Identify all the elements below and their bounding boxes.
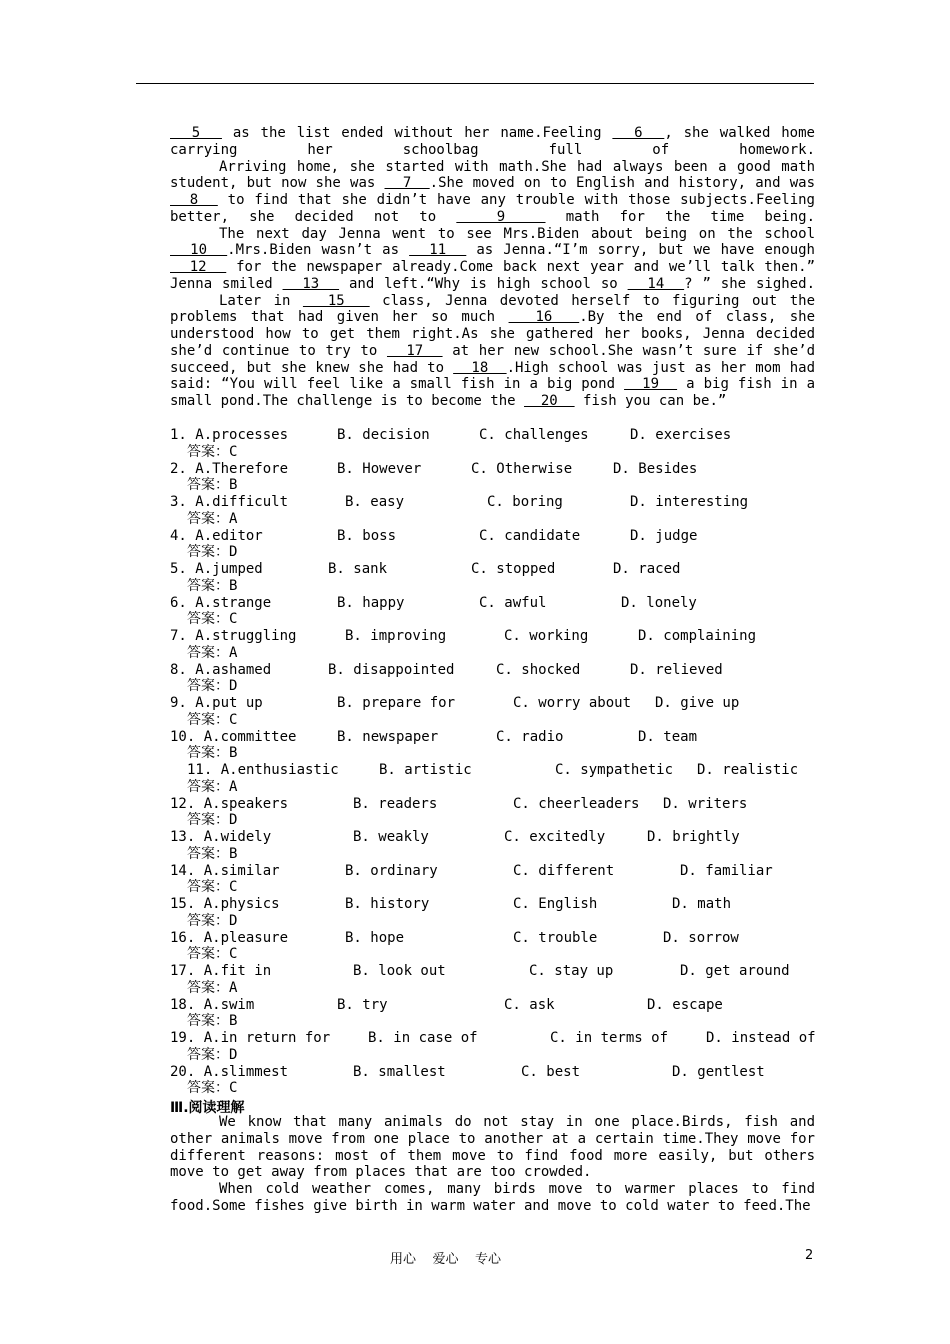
option-d: D. complaining bbox=[638, 628, 757, 644]
question-row bbox=[170, 628, 820, 645]
question-row bbox=[170, 930, 820, 947]
question-row bbox=[170, 662, 820, 679]
question-row bbox=[170, 997, 820, 1014]
question-number: 14. A. bbox=[170, 862, 221, 879]
question-stem bbox=[170, 695, 263, 712]
option-c: C. excitedly bbox=[504, 829, 606, 845]
answer-value: C bbox=[229, 1080, 238, 1097]
option-d: D. sorrow bbox=[663, 929, 739, 946]
question-row bbox=[170, 963, 820, 980]
option-d: D. math bbox=[672, 896, 732, 912]
section-title: Ⅲ.阅读理解 bbox=[170, 1100, 245, 1116]
passage-text: a big fish in a small pond.The challenge is to become the bbox=[170, 376, 816, 409]
passage-text: .By the end of class, she understood how to get them right.As she gathered her books, Jenna decided she’d continue to try to bbox=[170, 309, 816, 359]
passage-text: as Jenna.“I’m sorry, but we have enough bbox=[466, 242, 815, 259]
answer-label: 答案： bbox=[187, 845, 229, 862]
answer-value: C bbox=[229, 711, 238, 728]
passage-paragraph bbox=[170, 293, 815, 410]
answer-label: 答案： bbox=[187, 778, 229, 795]
blank-8: 8 bbox=[170, 192, 218, 208]
question-stem bbox=[170, 662, 271, 679]
option-a: Therefore bbox=[212, 460, 289, 477]
option-a: in return for bbox=[220, 1030, 331, 1046]
option-a: pleasure bbox=[220, 929, 289, 946]
option-d: D. instead of bbox=[706, 1030, 816, 1046]
option-c: C. Otherwise bbox=[471, 460, 573, 477]
answer-label: 答案： bbox=[187, 1046, 229, 1063]
answer-value: A bbox=[229, 644, 238, 661]
option-a: slimmest bbox=[220, 1063, 289, 1080]
passage-text: for the newspaper already.Come back next year and we’ll talk then.” Jenna smiled bbox=[170, 259, 815, 292]
question-list bbox=[170, 427, 820, 1097]
option-d: D. realistic bbox=[697, 762, 799, 778]
option-a: swim bbox=[220, 996, 255, 1013]
option-b: B. However bbox=[337, 460, 422, 477]
option-b: B. in case of bbox=[368, 1030, 478, 1046]
answer-value: D bbox=[229, 1046, 238, 1063]
question-number: 11. A. bbox=[187, 762, 238, 778]
question-stem bbox=[170, 461, 288, 478]
blank-10: 10 bbox=[170, 242, 228, 259]
option-d: D. relieved bbox=[630, 661, 723, 678]
blank-17: 17 bbox=[386, 342, 443, 359]
passage-text: Arriving home, she started with math.She had always been a good math student, but now she was bbox=[170, 158, 815, 192]
option-c: C. awful bbox=[479, 594, 547, 611]
answer-value: C bbox=[229, 946, 238, 963]
question-stem bbox=[170, 930, 288, 947]
question-row bbox=[170, 796, 820, 813]
passage-text: to find that she didn’t have any trouble with those subjects.Feeling better, she decided not to bbox=[170, 192, 815, 225]
blank-18: 18 bbox=[453, 359, 507, 376]
question-stem bbox=[170, 427, 288, 444]
answer-label: 答案： bbox=[187, 1013, 229, 1030]
passage-paragraph bbox=[170, 125, 815, 159]
question-stem bbox=[170, 528, 263, 545]
answer-label: 答案： bbox=[187, 477, 229, 494]
option-a: processes bbox=[212, 427, 289, 443]
blank-11: 11 bbox=[409, 242, 467, 259]
option-c: C. boring bbox=[487, 494, 563, 510]
option-b: B. newspaper bbox=[337, 728, 439, 745]
option-b: B. easy bbox=[345, 494, 405, 510]
option-c: C. challenges bbox=[479, 427, 589, 443]
option-a: widely bbox=[220, 829, 272, 845]
passage-text: fish you can be.” bbox=[574, 393, 727, 409]
option-a: editor bbox=[212, 527, 263, 544]
question-stem bbox=[170, 1064, 288, 1081]
question-row bbox=[170, 829, 820, 846]
question-row bbox=[170, 729, 820, 746]
question-row bbox=[170, 863, 820, 880]
question-stem bbox=[170, 595, 271, 612]
option-d: D. escape bbox=[647, 996, 723, 1013]
answer-line bbox=[170, 913, 820, 930]
answer-value: C bbox=[229, 879, 238, 896]
answer-label: 答案： bbox=[187, 644, 229, 661]
question-stem bbox=[187, 762, 339, 779]
question-row bbox=[170, 762, 820, 779]
passage-text: ? ” she sighed. bbox=[684, 275, 816, 292]
passage-text: .Mrs.Biden wasn’t as bbox=[227, 242, 410, 259]
passage-text: math for the time being. bbox=[545, 208, 816, 225]
option-d: D. interesting bbox=[630, 494, 749, 510]
question-row bbox=[170, 595, 820, 612]
option-d: D. get around bbox=[680, 963, 790, 979]
answer-value: B bbox=[229, 1013, 238, 1030]
option-b: B. sank bbox=[328, 561, 388, 577]
answer-line bbox=[170, 980, 820, 997]
option-a: similar bbox=[220, 862, 280, 879]
question-row bbox=[170, 695, 820, 712]
reading-paragraph: When cold weather comes, many birds move to warmer places to find food.Some fishes give birth in warm water and move to cold water to feed.The bbox=[170, 1181, 815, 1214]
blank-15: 15 bbox=[302, 292, 370, 309]
footer-motto: 用心 爱心 专心 bbox=[390, 1252, 502, 1267]
passage-text: as the list ended without her name.Feeling bbox=[221, 125, 613, 141]
option-a: jumped bbox=[212, 561, 263, 577]
option-c: C. working bbox=[504, 628, 589, 644]
answer-value: B bbox=[229, 745, 238, 762]
answer-line bbox=[170, 879, 820, 896]
answer-label: 答案： bbox=[187, 912, 229, 929]
option-a: fit in bbox=[220, 963, 272, 979]
option-c: C. candidate bbox=[479, 527, 581, 544]
question-row bbox=[170, 1030, 820, 1047]
question-stem bbox=[170, 963, 271, 980]
option-a: put up bbox=[212, 695, 263, 711]
option-c: C. shocked bbox=[496, 661, 581, 678]
answer-label: 答案： bbox=[187, 1080, 229, 1097]
answer-label: 答案： bbox=[187, 812, 229, 829]
blank-7: 7 bbox=[384, 175, 430, 192]
option-b: B. happy bbox=[337, 594, 405, 611]
option-d: D. team bbox=[638, 728, 698, 745]
question-number: 18. A. bbox=[170, 996, 221, 1013]
answer-line bbox=[170, 1047, 820, 1064]
option-a: struggling bbox=[212, 628, 297, 644]
question-number: 15. A. bbox=[170, 896, 221, 912]
question-number: 10. A. bbox=[170, 728, 221, 745]
answer-value: C bbox=[229, 443, 238, 460]
option-a: committee bbox=[220, 728, 297, 745]
option-b: B. boss bbox=[337, 527, 397, 544]
option-b: B. smallest bbox=[353, 1063, 446, 1080]
option-b: B. artistic bbox=[379, 762, 472, 778]
question-row bbox=[170, 561, 820, 578]
option-c: C. cheerleaders bbox=[513, 795, 640, 812]
option-a: enthusiastic bbox=[237, 762, 339, 778]
answer-label: 答案： bbox=[187, 611, 229, 628]
blank-20: 20 bbox=[524, 393, 575, 409]
question-stem bbox=[170, 796, 288, 813]
option-c: C. sympathetic bbox=[555, 762, 674, 778]
question-number: 19. A. bbox=[170, 1030, 221, 1046]
option-d: D. raced bbox=[613, 561, 681, 577]
passage-text: at her new school.She wasn’t sure if she’d succeed, but she knew she had to bbox=[170, 342, 816, 376]
option-c: C. stay up bbox=[529, 963, 614, 979]
reading-passage bbox=[170, 1114, 815, 1215]
answer-value: B bbox=[229, 577, 238, 594]
answer-line bbox=[170, 444, 820, 461]
answer-line bbox=[170, 511, 820, 528]
question-number: 8. A. bbox=[170, 661, 213, 678]
question-number: 4. A. bbox=[170, 527, 213, 544]
answer-value: B bbox=[229, 845, 238, 862]
passage-text: .High school was just as her mom had said: “You will feel like a small fish in a big pond bbox=[170, 359, 816, 393]
answer-label: 答案： bbox=[187, 577, 229, 594]
question-row bbox=[170, 896, 820, 913]
option-d: D. writers bbox=[663, 795, 748, 812]
passage-text: , she walked home carrying her schoolbag full of homework. bbox=[170, 125, 815, 158]
answer-value: D bbox=[229, 544, 238, 561]
question-number: 2. A. bbox=[170, 460, 213, 477]
question-stem bbox=[170, 829, 271, 846]
question-number: 5. A. bbox=[170, 561, 213, 577]
blank-12: 12 bbox=[170, 259, 227, 275]
answer-value: C bbox=[229, 611, 238, 628]
question-number: 12. A. bbox=[170, 795, 221, 812]
question-number: 16. A. bbox=[170, 929, 221, 946]
answer-line bbox=[170, 846, 820, 863]
question-row bbox=[170, 528, 820, 545]
option-d: D. lonely bbox=[621, 594, 697, 611]
option-c: C. radio bbox=[496, 728, 564, 745]
answer-value: A bbox=[229, 510, 238, 527]
option-d: D. give up bbox=[655, 695, 740, 711]
option-c: C. worry about bbox=[513, 695, 632, 711]
blank-16: 16 bbox=[508, 309, 580, 326]
option-b: B. disappointed bbox=[328, 661, 455, 678]
option-b: B. try bbox=[337, 996, 388, 1013]
question-stem bbox=[170, 1030, 330, 1047]
question-number: 17. A. bbox=[170, 963, 221, 979]
answer-line bbox=[170, 611, 820, 628]
answer-label: 答案： bbox=[187, 711, 229, 728]
answer-label: 答案： bbox=[187, 443, 229, 460]
question-number: 9. A. bbox=[170, 695, 213, 711]
answer-line bbox=[170, 477, 820, 494]
question-row bbox=[170, 461, 820, 478]
question-number: 13. A. bbox=[170, 829, 221, 845]
option-a: physics bbox=[220, 896, 280, 912]
question-number: 6. A. bbox=[170, 594, 213, 611]
option-c: C. different bbox=[513, 862, 615, 879]
answer-label: 答案： bbox=[187, 544, 229, 561]
answer-label: 答案： bbox=[187, 979, 229, 996]
answer-label: 答案： bbox=[187, 678, 229, 695]
blank-19: 19 bbox=[624, 376, 678, 393]
passage-text: and left.“Why is high school so bbox=[339, 275, 628, 292]
option-d: D. brightly bbox=[647, 829, 740, 845]
answer-line bbox=[170, 578, 820, 595]
answer-line bbox=[170, 544, 820, 561]
answer-line bbox=[170, 1013, 820, 1030]
answer-label: 答案： bbox=[187, 946, 229, 963]
option-b: B. decision bbox=[337, 427, 430, 443]
question-number: 3. A. bbox=[170, 494, 213, 510]
answer-label: 答案： bbox=[187, 879, 229, 896]
question-row bbox=[170, 494, 820, 511]
option-d: D. exercises bbox=[630, 427, 732, 443]
option-a: strange bbox=[212, 594, 272, 611]
question-stem bbox=[170, 494, 288, 511]
option-d: D. familiar bbox=[680, 862, 773, 879]
reading-paragraph: We know that many animals do not stay in one place.Birds, fish and other animals move from one place to another at a certain time.They move for different reasons: most of them move to find food more easily, but others move to get away from places that are too crowded. bbox=[170, 1114, 815, 1181]
passage-text: .She moved on to English and history, and was bbox=[429, 175, 816, 192]
answer-label: 答案： bbox=[187, 745, 229, 762]
question-number: 1. A. bbox=[170, 427, 213, 443]
option-b: B. readers bbox=[353, 795, 438, 812]
question-stem bbox=[170, 729, 296, 746]
answer-label: 答案： bbox=[187, 510, 229, 527]
answer-line bbox=[170, 812, 820, 829]
page-number: 2 bbox=[805, 1248, 814, 1263]
option-c: C. ask bbox=[504, 996, 555, 1013]
answer-line bbox=[170, 645, 820, 662]
passage-text: Later in bbox=[219, 292, 303, 309]
option-b: B. improving bbox=[345, 628, 447, 644]
option-a: ashamed bbox=[212, 661, 272, 678]
answer-line bbox=[170, 678, 820, 695]
question-stem bbox=[170, 561, 263, 578]
passage-text: The next day Jenna went to see Mrs.Biden about being on the school bbox=[219, 225, 815, 242]
header-rule bbox=[136, 83, 814, 84]
option-b: B. ordinary bbox=[345, 862, 438, 879]
option-b: B. look out bbox=[353, 963, 446, 979]
answer-value: A bbox=[229, 778, 238, 795]
option-b: B. weakly bbox=[353, 829, 429, 845]
blank-5: 5 bbox=[170, 125, 222, 141]
answer-value: A bbox=[229, 979, 238, 996]
option-c: C. stopped bbox=[471, 561, 556, 577]
blank-13: 13 bbox=[282, 275, 340, 292]
question-stem bbox=[170, 628, 296, 645]
option-c: C. best bbox=[521, 1063, 581, 1080]
passage-text: class, Jenna devoted herself to figuring out the problems that had given her so much bbox=[170, 292, 815, 326]
answer-value: B bbox=[229, 477, 238, 494]
option-c: C. trouble bbox=[513, 929, 598, 946]
blank-6: 6 bbox=[612, 125, 665, 141]
blank-9: 9 bbox=[456, 208, 546, 225]
question-row bbox=[170, 427, 820, 444]
answer-line bbox=[170, 1080, 820, 1097]
option-d: D. Besides bbox=[613, 460, 698, 477]
answer-value: D bbox=[229, 812, 238, 829]
answer-value: D bbox=[229, 912, 238, 929]
question-stem bbox=[170, 863, 280, 880]
option-a: difficult bbox=[212, 494, 289, 510]
question-row bbox=[170, 1064, 820, 1081]
passage-paragraph bbox=[170, 159, 815, 226]
answer-line bbox=[170, 745, 820, 762]
answer-value: D bbox=[229, 678, 238, 695]
question-stem bbox=[170, 997, 254, 1014]
question-stem bbox=[170, 896, 280, 913]
passage-paragraph bbox=[170, 226, 815, 293]
cloze-passage bbox=[170, 125, 815, 410]
answer-line bbox=[170, 946, 820, 963]
question-number: 7. A. bbox=[170, 628, 213, 644]
answer-line bbox=[170, 712, 820, 729]
option-b: B. prepare for bbox=[337, 695, 456, 711]
option-b: B. hope bbox=[345, 929, 405, 946]
answer-line bbox=[170, 779, 820, 796]
option-c: C. English bbox=[513, 896, 598, 912]
option-b: B. history bbox=[345, 896, 430, 912]
option-a: speakers bbox=[220, 795, 289, 812]
option-d: D. gentlest bbox=[672, 1063, 765, 1080]
option-d: D. judge bbox=[630, 527, 698, 544]
option-c: C. in terms of bbox=[550, 1030, 669, 1046]
question-number: 20. A. bbox=[170, 1063, 221, 1080]
blank-14: 14 bbox=[627, 275, 685, 292]
